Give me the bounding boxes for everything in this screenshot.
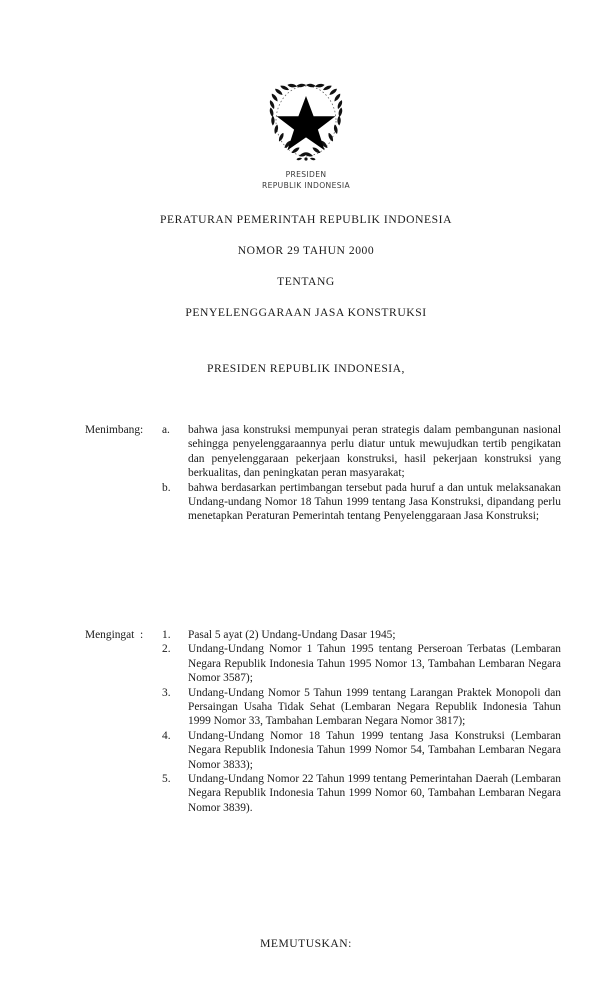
list-item — [162, 686, 561, 729]
opening-authority-line: PRESIDEN REPUBLIK INDONESIA, — [207, 362, 405, 375]
item-text: Pasal 5 ayat (2) Undang-Undang Dasar 1945; — [188, 629, 396, 641]
list-item — [162, 642, 561, 685]
emblem-caption — [0, 169, 612, 191]
presidential-emblem-block — [0, 80, 612, 191]
item-text: bahwa jasa konstruksi mempunyai peran strategis dalam pembangunan nasional sehingga penyelenggaraannya perlu diatur untuk mewujudkan tertib pengikatan dan penyelenggaraan pekerjaan konstruksi, hasil pekerjaan konstruksi yang berkualitas, dan peningkatan peran masyarakat; — [188, 424, 561, 480]
about-keyword: TENTANG — [277, 275, 335, 288]
item-marker: 2. — [162, 643, 171, 656]
presidential-star-wreath-emblem — [267, 80, 345, 164]
item-text: bahwa berdasarkan pertimbangan tersebut pada huruf a dan untuk melaksanakan Undang-undang Nomor 18 Tahun 1999 tentang Jasa Konstruksi, dipandang perlu menetapkan Peraturan Pemerintah tentang Penyelenggaraan Jasa Konstruksi; — [188, 481, 561, 523]
item-marker: 1. — [162, 629, 171, 641]
regulation-number: NOMOR 29 TAHUN 2000 — [237, 244, 375, 257]
regulation-subject: PENYELENGGARAAN JASA KONSTRUKSI — [185, 306, 427, 319]
item-text: Undang-Undang Nomor 1 Tahun 1995 tentang Perseroan Terbatas (Lembaran Negara Republik Indonesia Tahun 1995 Nomor 13, Tambahan Lembaran Negara Nomor 3587); — [188, 643, 561, 685]
clause-mengingat — [85, 628, 561, 815]
mengingat-colon: : — [140, 629, 144, 641]
menimbang-colon: : — [140, 424, 144, 436]
list-item — [162, 423, 561, 481]
mengingat-item-list — [162, 628, 561, 815]
list-item — [162, 481, 561, 524]
item-marker: a. — [162, 424, 170, 436]
item-marker: 3. — [162, 686, 171, 699]
list-item — [162, 628, 561, 642]
item-marker: 5. — [162, 773, 171, 786]
item-text: Undang-Undang Nomor 18 Tahun 1999 tentang Jasa Konstruksi (Lembaran Negara Republik Indonesia Tahun 1999 Nomor 54, Tambahan Lembaran Negara Nomor 3833); — [188, 729, 561, 771]
page-title: PERATURAN PEMERINTAH REPUBLIK INDONESIA — [159, 213, 452, 226]
item-marker: 4. — [162, 729, 171, 742]
decision-heading: MEMUTUSKAN: — [260, 937, 352, 950]
menimbang-label: Menimbang — [85, 424, 141, 436]
emblem-caption-line-1: PRESIDEN — [285, 170, 327, 179]
list-item — [162, 729, 561, 772]
menimbang-item-list — [162, 423, 561, 524]
star-icon — [277, 96, 336, 150]
item-text: Undang-Undang Nomor 22 Tahun 1999 tentang Pemerintahan Daerah (Lembaran Negara Republik Indonesia Tahun 1999 Nomor 60, Tambahan Lembaran Negara Nomor 3839). — [188, 773, 561, 814]
item-text: Undang-Undang Nomor 5 Tahun 1999 tentang Larangan Praktek Monopoli dan Persaingan Usaha Tidak Sehat (Lembaran Negara Republik Indonesia Tahun 1999 Nomor 33, Tambahan Lembaran Negara Nomor 3817); — [188, 686, 561, 728]
item-marker: b. — [162, 481, 171, 494]
clause-menimbang — [85, 423, 561, 524]
list-item — [162, 772, 561, 815]
mengingat-label: Mengingat — [85, 629, 135, 641]
emblem-caption-line-2: REPUBLIK INDONESIA — [261, 181, 351, 190]
document-title-block — [0, 213, 612, 320]
